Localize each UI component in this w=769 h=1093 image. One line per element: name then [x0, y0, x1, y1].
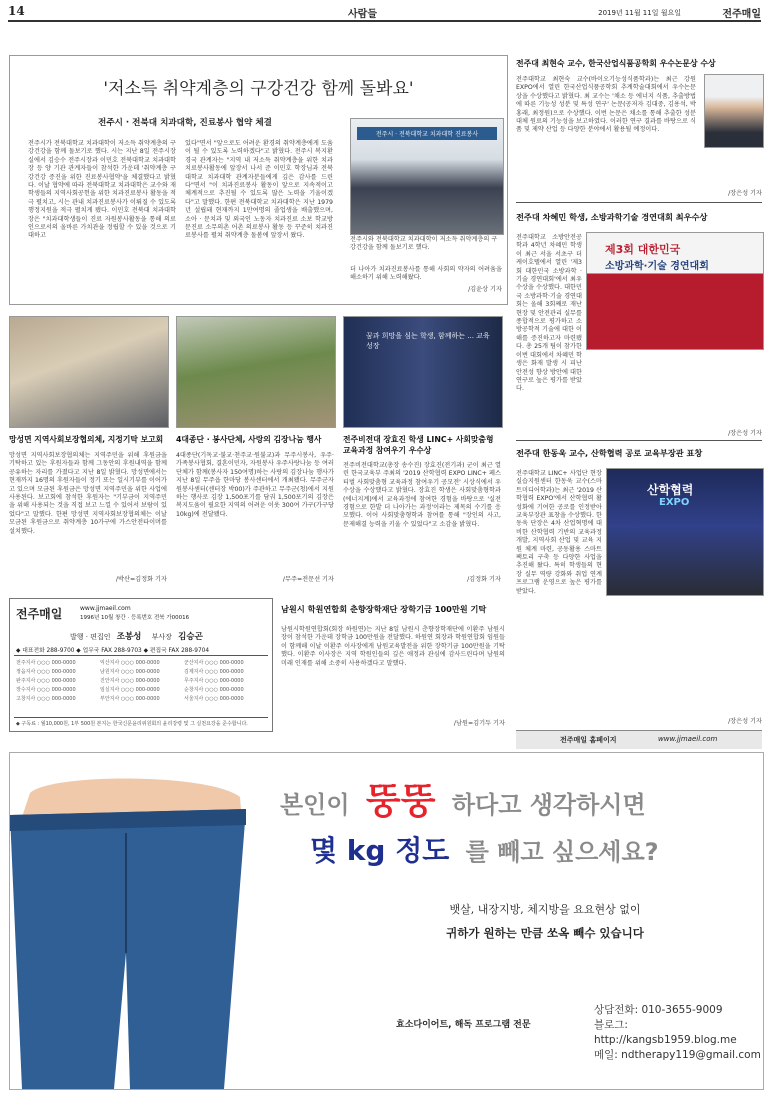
vice-label: 부사장 — [151, 633, 172, 641]
mid-photo-2 — [176, 316, 336, 428]
ad-phone: 상담전화: 010-3655-9009 — [594, 1004, 723, 1016]
masthead-regions — [16, 659, 268, 703]
mid-text-2: 4대종단(기독교·불교·천주교·원불교)과 무주시봉사, 우주·가족봉사협회, 결혼이민자, 자원봉사 우주사랑나눔 등 여러 단체가 함께(봉사자 150여명)하는 사랑의 김장나눔 행사가 지난 8일 무주읍 한마당 봉사센터에서 개최됐다. 무주군자원봉사센터(센터장 박00)가 주관하고 무주군(청)에서 지원하는 행사로 김장 1,500포기를 담궈 1,500포기의 김장은 복지도움이 필요한 지역의 어려운 이웃 300여 가구(가구당 10kg)에 전달됐다. — [176, 452, 334, 518]
main-photo-caption: 전주시와 전북대학교 치과대학이 저소득 취약계층의 구강건강을 함께 돌보기로 했다. — [350, 236, 498, 251]
masthead-name: 전주매일 — [16, 607, 63, 621]
masthead-region-item: 순창지사 ○○○ 000-0000 — [184, 687, 244, 693]
mid-title-1: 망성면 지역사회보장협의체, 지정기탁 보고회 — [9, 435, 164, 444]
ad-line-4: 귀하가 원하는 만큼 쏘옥 빼수 있습니다 — [446, 926, 644, 940]
main-byline: /김윤상 기자 — [468, 286, 502, 293]
side-title-1: 전주대 최현숙 교수, 한국산업식품공학회 우수논문상 수상 — [516, 59, 716, 68]
mid-text-1: 망성면 지역사회보장협의체는 지역주민을 위해 후원금을 기탁하고 있는 후원자들과 함께 그동안의 후원내역을 함께 공유하는 자리를 가졌다고 지난 8일 밝혔다. 망성면에서는 현재까지 16명의 후원자들이 정기 또는 일시기부를 이어가고 있으며 모금된 후원금은 망성면 지역주민을 위한 사업에 사용된다. 보고회에 참석한 후원자는 "기부금이 지역주민을 위해 사용되는 것을 직접 보고 느낄 수 있어서 보람이 있었다"고 말했다. 한편 망성면 지역사회보장협의체는 이날 모금된 후원금으로 취약계층 10가구에 가스안전타이머를 설치했다. — [9, 452, 167, 535]
side-byline-2: /장은성 기자 — [728, 430, 762, 437]
namwon-text: 남원시학원연합회(회장 하원연)는 지난 8일 남원시 춘향장학재단에 이환주 남원시장이 참석한 가운데 장학금 100만원을 전달했다. 하원연 회장과 학원연합회 임원들이 함께해 이날 이환주 이사장에게 남원교육발전을 위한 장학기금 100만원을 기탁했다. 이환주 이사장은 지역 학원인들의 깊은 애정과 관심에 감사드린다며 남원의 미래 인재를 위해 소중히 사용하겠다고 말했다. — [281, 626, 505, 667]
ad-line-1 — [280, 773, 750, 824]
main-col-2: 있다"면서 "앞으로도 어려운 환경의 취약계층에게 도움이 될 수 있도록 노력하겠다"고 밝혔다. 전주시 복지환경국 관계자는 "지역 내 저소득 취약계층을 위한 치과치료봉사활동에 앞장서 나서 준 이민호 학장님과 전북대학교 치과대학 관계자분들에게 깊은 감사를 드린다"면서 "이 치과진료봉사 활동이 앞으로 지속적이고 체계적으로 추진될 수 있도록 많은 노력을 기울이겠다"고 말했다. 한편 전북대학교 치과대학은 지난 1979년 설립돼 현재까지 1만여명의 졸업생을 배출했으며, 소아 · 문치과 및 외국인 노동자 치과진료 소보 학교방문진료 소무의촌 어촌 의료봉사 활동 등 꾸준히 치과진료봉사를 펼쳐 취약계층 돌봄에 앞장서 왔다. — [185, 140, 333, 240]
ad-tagline: 효소다이어트, 해독 프로그램 전문 — [396, 1020, 531, 1030]
masthead-region-item: 무주지사 ○○○ 000-0000 — [184, 678, 244, 684]
issue-date: 2019년 11월 11일 월요일 — [598, 9, 681, 17]
section-title: 사람들 — [348, 9, 377, 20]
newspaper-brand: 전주매일 — [722, 9, 761, 20]
photo-banner: 전주시 · 전북대학교 치과대학 진료봉사 — [357, 127, 497, 140]
page-number: 14 — [8, 4, 25, 18]
masthead-region-item: 정읍지사 ○○○ 000-0000 — [16, 669, 76, 675]
side-photo-2 — [586, 232, 764, 350]
publisher-name: 조봉성 — [116, 632, 142, 642]
namwon-title: 남원시 학원연합회 춘향장학재단 장학기금 100만원 기탁 — [281, 604, 487, 614]
ad-contact — [594, 1003, 763, 1063]
masthead-region-item: 익산지사 ○○○ 000-0000 — [100, 660, 160, 666]
masthead-region-item: 고창지사 ○○○ 000-0000 — [16, 696, 76, 702]
ad-line-1-c: 하다고 생각하시면 — [451, 791, 646, 819]
masthead-region-item: 부안지사 ○○○ 000-0000 — [100, 696, 160, 702]
homepage-url[interactable]: www.jjmaeil.com — [658, 735, 718, 743]
main-headline: '저소득 취약계층의 구강건강 함께 돌봐요' — [103, 79, 414, 99]
side-title-2: 전주대 차혜민 학생, 소방과학기술 경연대회 최우수상 — [516, 212, 708, 222]
masthead-region-item: 남원지사 ○○○ 000-0000 — [100, 669, 160, 675]
masthead-site: www.jjmaeil.com — [80, 605, 131, 612]
masthead-region-item: 김제지사 ○○○ 000-0000 — [184, 669, 244, 675]
mid-title-3: 전주비전대 장효진 학생 LINC+ 사회맞춤형 교육과정 참여우기 우수상 — [343, 435, 494, 455]
mid-photo-1 — [9, 316, 169, 428]
homepage-label: 전주매일 홈페이지 — [560, 736, 617, 744]
main-col-3: 더 나아가 치과진료봉사를 통해 사회의 약자의 어려움을 해소하기 위해 노력해왔다. — [350, 266, 502, 282]
mid-byline-2: /무주=전문선 기자 — [282, 576, 334, 583]
side-text-3: 전주대학교 LINC+ 사업단 현장실습지원센터 한동욱 교수(스마트미디어학과)는 최근 '2019 산학협력 EXPO'에서 산학협력 활성화에 기여한 공로를 인정받아 교육부장관 표창을 수상했다. 한동욱 단장은 4차 산업혁명에 대비한 산학협력 기반의 교육과정 개발, 지역사회 산업 및 교육 지원 체계 마련, 공동활용 스마트팩토리 구축 등 다양한 사업을 추진해 왔다. 특히 학생들의 현장 실무 역량 강화와 취업 연계 프로그램 운영으로 높은 평가를 받았다. — [516, 470, 602, 595]
ad-line-2-b: 를 빼고 싶으세요? — [465, 838, 659, 866]
main-subhead: 전주시 · 전북대 치과대학, 진료봉사 협약 체결 — [98, 118, 272, 128]
side-photo-3-banner-2: EXPO — [659, 497, 690, 508]
mid-byline-1: /박산=김정화 기자 — [115, 576, 167, 583]
masthead-region-item: 군산지사 ○○○ 000-0000 — [184, 660, 244, 666]
side-text-2: 전주대학교 소방안전공학과 4학년 차혜민 학생이 최근 서울 서초구 더케이호텔에서 열린 '제3회 대한민국 소방과학 · 기술 경연대회'에서 최우수상을 수상했다. 대한민국 소방과학·기술 경연대회는 올해 3회째로 재난현장 및 안전관리 실무를 종합적으로 평가하고 소방공학적 기술에 대한 이해를 증진하고자 마련됐다. 총 25개 팀이 참가한 이번 대회에서 차혜민 학생은 화재 발생 시 피난 안전성 향상 방안에 대한 연구로 높은 평가를 받았다. — [516, 234, 582, 393]
side-photo-3-banner-1: 산학협력 — [647, 483, 694, 497]
vice-name: 김승곤 — [178, 632, 203, 642]
main-article — [9, 55, 508, 305]
masthead-box — [9, 598, 273, 732]
side-byline-1: /장은성 기자 — [728, 190, 762, 197]
ad-line-3: 뱃살, 내장지방, 체지방을 요요현상 없이 — [449, 903, 641, 916]
mid-text-3: 전주비전대학교(총장 송수진) 장효진(전기과) 군이 최근 열린 한국교육부 주최의 '2019 산학협력 EXPO LINC+ 페스티벌 사회맞춤형 교육과정 참여우기 공모전' 시상식에서 우수상을 수상했다고 밝혔다. 장효진 학생은 사회맞춤형학과(에너지계)에서 교육과정에 참여한 경험을 바탕으로 '실전 경험으로 한발 더 나아가는 과정'이라는 제목의 수기를 응모했다. 이어 사회맞춤형학과 참여를 통해 "장인의 사고, 문제해결 능력을 키울 수 있었다"고 소감을 밝혔다. — [343, 462, 501, 528]
side-text-1: 전주대학교 최현숙 교수(바이오기능성식품학과)는 최근 강원 EXPO에서 열린 한국산업식품공학회 추계학술대회에서 우수논문상을 수상했다고 밝혔다. 최 교수는 '채소 등 에너지 식품, 추출방법에 따른 기능성 성분 및 특성 연구' 논문(공저자 김대중, 김용석, 박홍래, 최정원)으로 수상했다. 이번 논문은 채소를 통해 추출한 성분 대체 원료의 기능성을 보고하였다. 이러한 연구 결과를 바탕으로 식품 및 제약 산업 등 다양한 분야에서 활용될 예정이다. — [516, 76, 696, 134]
mid-photo-3-banner: 꿈과 희망을 심는 학생, 함께하는 ... 교육성장 — [366, 332, 490, 350]
mid-byline-3: /김정화 기자 — [467, 576, 501, 583]
masthead-region-item: 장수지사 ○○○ 000-0000 — [16, 687, 76, 693]
side-title-3: 전주대 한동욱 교수, 산학협력 공로 교육부장관 표창 — [516, 448, 703, 458]
side-text-2b — [516, 352, 762, 438]
side-photo-1 — [704, 74, 764, 148]
masthead-region-item: 진안지사 ○○○ 000-0000 — [100, 678, 160, 684]
main-photo — [350, 118, 504, 235]
main-col-1: 전주시가 전북대학교 치과대학이 저소득 취약계층의 구강건강을 함께 돌보기로 했다. 시는 지난 8일 전주시장실에서 김승수 전주시장과 이민호 전북대학교 치과대학장 등 양 기관 관계자들이 참석한 가운데 '취약계층 구강건강 증진을 위한 진료봉사협약'을 체결했다고 밝혔다. 이날 협약에 따라 전북대학교 치과대학은 교수와 재학생들의 지역사회공헌을 위한 치과진료봉사 활동을 적극 펼치고, 시는 관내 치과진료봉사가 이뤄질 수 있도록 행정지원을 적극 펼치게 됐다. 이민호 전북대 치과대학장은 "치과대학생들이 진료 자원봉사활동을 통해 의료인으로서의 올바른 가치관을 정립할 수 있을 것으로 기대하고 — [28, 140, 176, 240]
namwon-byline: /남원=김기두 기자 — [453, 720, 505, 727]
masthead-region-item: 완주지사 ○○○ 000-0000 — [16, 678, 76, 684]
ad-line-2 — [310, 829, 760, 869]
masthead-contacts: ◆ 대표전화 288-9700 ◆ 업무국 FAX 288-9703 ◆ 편집국 FAX 288-9704 — [16, 648, 210, 654]
side-byline-3: /장은성 기자 — [728, 718, 762, 725]
side-photo-2-banner-1: 제3회 대한민국 — [605, 243, 681, 256]
ad-line-1-b: 뚱뚱 — [365, 781, 436, 822]
mid-title-2: 4대종단 · 봉사단체, 사랑의 김장나눔 행사 — [176, 435, 322, 444]
masthead-footer: ◆ 구독료 : 월10,000원, 1부 500원 본지는 한국신문윤리위원회의 윤리강령 및 그 실천요강을 준수합니다. — [16, 721, 248, 727]
diet-advertisement — [9, 752, 764, 1090]
masthead-region-item: 전주지사 ○○○ 000-0000 — [16, 660, 76, 666]
page-header — [8, 4, 761, 22]
jeans-illustration — [10, 753, 250, 1089]
publisher-label: 발행 · 편집인 — [70, 633, 111, 641]
masthead-region-item: 임실지사 ○○○ 000-0000 — [100, 687, 160, 693]
masthead-publisher-row — [70, 630, 203, 642]
ad-blog: 블로그: http://kangsb1959.blog.me — [594, 1019, 737, 1046]
masthead-region-item: 서울지사 ○○○ 000-0000 — [184, 696, 244, 702]
side-photo-2-banner-2: 소방과학·기술 경연대회 — [605, 261, 709, 272]
ad-email: 메일: ndtherapy119@gmail.com — [594, 1049, 761, 1061]
mid-photo-3 — [343, 316, 503, 428]
side-photo-3 — [606, 468, 764, 596]
masthead-reg: 1996년 10월 창간 · 등록번호 전북 가00016 — [80, 615, 190, 621]
homepage-bar[interactable] — [516, 730, 762, 749]
ad-line-2-a: 몇 kg 정도 — [310, 834, 450, 867]
ad-line-1-a: 본인이 — [280, 791, 350, 819]
